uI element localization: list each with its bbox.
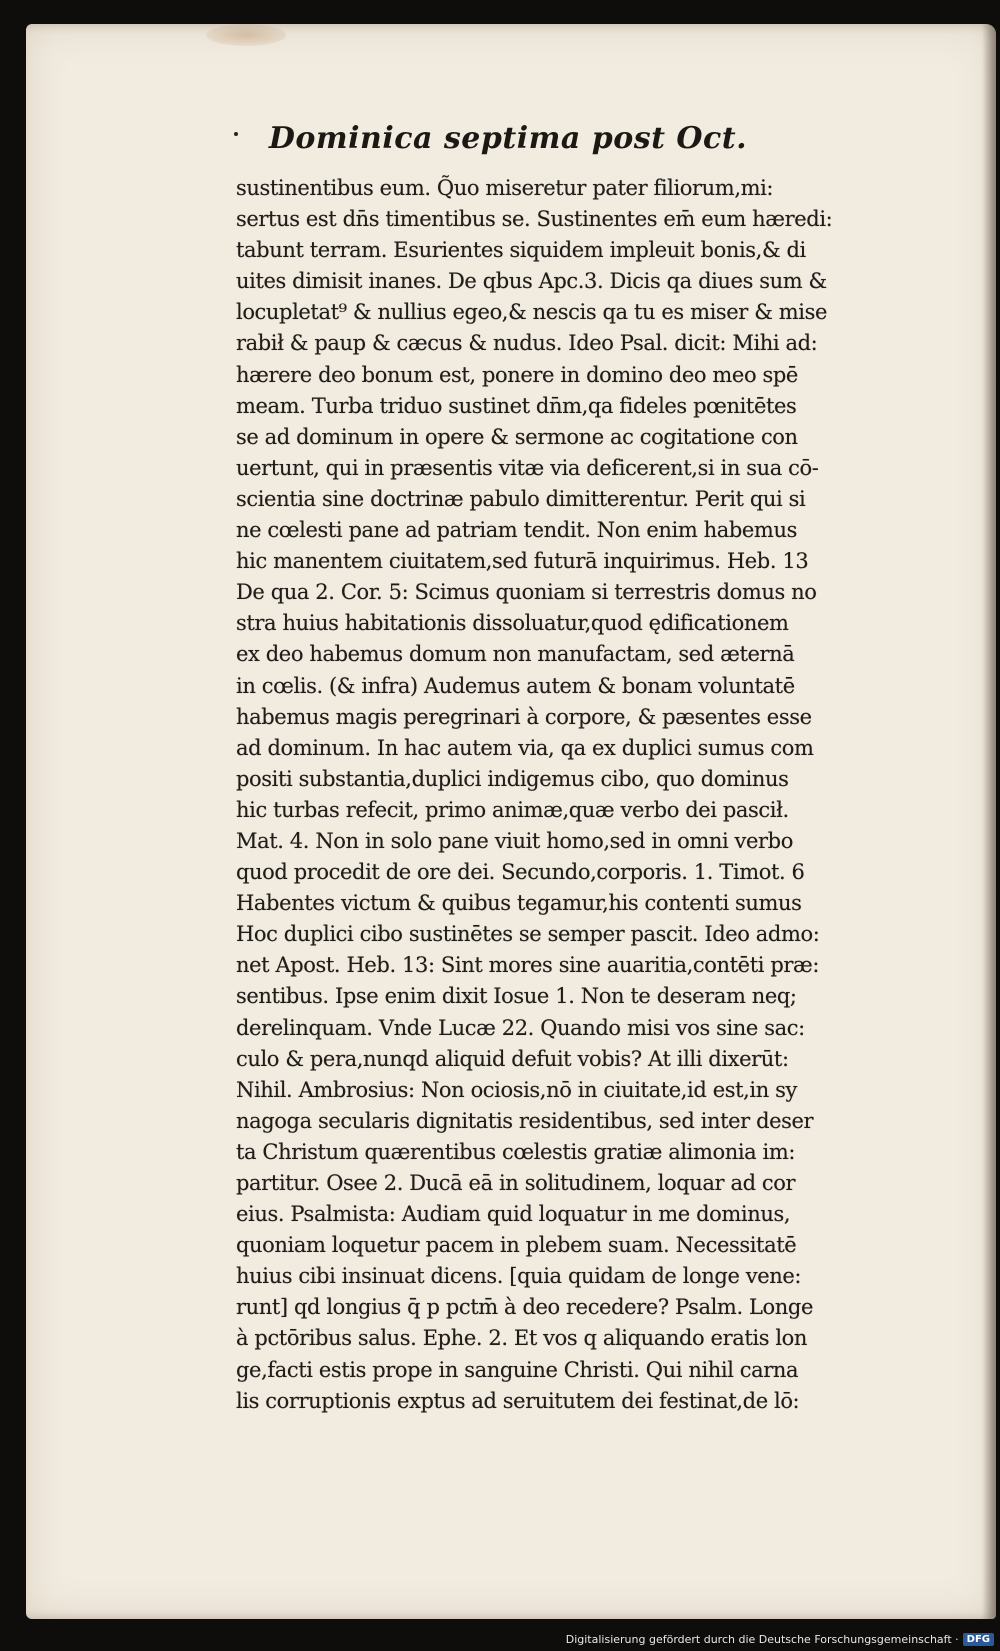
text-line: ad dominum. In hac autem via, qa ex duplici sumus com [236, 735, 814, 760]
text-line: hic manentem ciuitatem,sed futurā inquirimus. Heb. 13 [236, 549, 809, 574]
text-line: habemus magis peregrinari à corpore, & pæsentes esse [236, 704, 812, 729]
running-head [228, 112, 788, 164]
text-line: net Apost. Heb. 13: Sint mores sine auaritia,contēti præ: [236, 953, 820, 978]
page-edge-shadow [982, 24, 996, 1619]
text-line: hic turbas refecit, primo animæ,quæ verbo dei pascił. [236, 797, 789, 822]
text-line: positi substantia,duplici indigemus cibo, quo dominus [236, 766, 789, 791]
text-line: ex deo habemus domum non manufactam, sed æternā [236, 642, 795, 667]
text-line: ta Christum quærentibus cœlestis gratiæ alimonia im: [236, 1139, 796, 1164]
text-line: uites dimisit inanes. De qbus Apc.3. Dicis qa diues sum & [236, 269, 827, 294]
text-line: sustinentibus eum. Q̃uo miseretur pater filiorum,mi: [236, 176, 774, 200]
text-line: Hoc duplici cibo sustinētes se semper pascit. Ideo admo: [236, 922, 820, 947]
page-stain [206, 24, 286, 46]
text-line: Habentes victum & quibus tegamur,his contenti sumus [236, 891, 802, 916]
text-line: tabunt terram. Esurientes siquidem impleuit bonis,& di [236, 238, 806, 263]
text-line: lis corruptionis exptus ad seruitutem dei festinat,de lō: [236, 1388, 800, 1413]
text-line: stra huius habitationis dissoluatur,quod ędificationem [236, 611, 789, 636]
text-line: uertunt, qui in præsentis vitæ via deficerent,si in sua cō- [236, 455, 819, 480]
text-line: ne cœlesti pane ad patriam tendit. Non enim habemus [236, 518, 797, 543]
digitization-credit: Digitalisierung gefördert durch die Deutsche Forschungsgemeinschaft · [565, 1632, 959, 1646]
text-line: scientia sine doctrinæ pabulo dimitterentur. Perit qui si [236, 486, 806, 511]
text-line: se ad dominum in opere & sermone ac cogitatione con [236, 424, 798, 449]
text-line: eius. Psalmista: Audiam quid loquatur in me dominus, [236, 1202, 791, 1227]
text-line: sentibus. Ipse enim dixit Iosue 1. Non te deseram neq; [236, 984, 797, 1009]
text-line: quod procedit de ore dei. Secundo,corporis. 1. Timot. 6 [236, 860, 805, 885]
digitization-credit-bar [0, 1627, 1000, 1651]
text-line: ge,facti estis prope in sanguine Christi. Qui nihil carna [236, 1357, 799, 1382]
text-line: sertus est dn̄s timentibus se. Sustinentes em̄ eum hæredi: [236, 207, 833, 232]
text-line: nagoga secularis dignitatis residentibus, sed inter deser [236, 1108, 814, 1133]
text-line: runt] qd longius q̄ p pctm̄ à deo recedere? Psalm. Longe [236, 1295, 813, 1320]
text-line: partitur. Osee 2. Ducā eā in solitudinem, loquar ad cor [236, 1171, 796, 1195]
text-line: rabił & paup & cæcus & nudus. Ideo Psal. dicit: Mihi ad: [236, 331, 818, 356]
text-line: De qua 2. Cor. 5: Scimus quoniam si terrestris domus no [236, 580, 817, 605]
text-line: in cœlis. (& infra) Audemus autem & bonam voluntatē [236, 673, 795, 698]
running-head-title: Dominica septima post Oct. [268, 120, 748, 156]
text-line: meam. Turba triduo sustinet dn̄m,qa fideles pœnitētes [236, 393, 797, 418]
text-line: hærere deo bonum est, ponere in domino deo meo spē [236, 362, 798, 387]
text-line: Nihil. Ambrosius: Non ociosis,nō in ciuitate,id est,in sy [236, 1077, 797, 1102]
text-line: derelinquam. Vnde Lucæ 22. Quando misi vos sine sac: [236, 1015, 805, 1040]
text-line: culo & pera,nunqd aliquid defuit vobis? At illi dixerūt: [236, 1046, 789, 1071]
body-text-block [236, 173, 908, 1417]
dfg-logo: DFG [963, 1633, 994, 1646]
text-line: huius cibi insinuat dicens. [quia quidam de longe vene: [236, 1264, 802, 1289]
text-line: quoniam loquetur pacem in plebem suam. Necessitatē [236, 1233, 797, 1258]
text-line: locupletat⁹ & nullius egeo,& nescis qa tu es miser & mise [236, 300, 828, 325]
text-line: à pctōribus salus. Ephe. 2. Et vos q aliquando eratis lon [236, 1326, 808, 1351]
text-line: Mat. 4. Non in solo pane viuit homo,sed in omni verbo [236, 828, 793, 853]
